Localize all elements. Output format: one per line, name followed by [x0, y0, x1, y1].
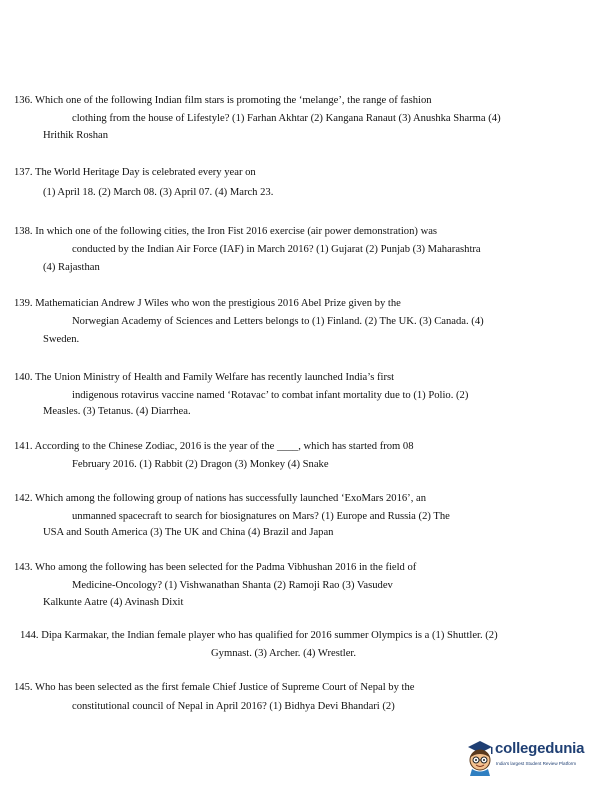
question-line: conducted by the Indian Air Force (IAF) in March 2016? (1) Gujarat (2) Punjab (3) Maharashtra: [72, 244, 481, 255]
question-line: Sweden.: [43, 334, 80, 345]
question-line: 143. Who among the following has been selected for the Padma Vibhushan 2016 in the field of: [14, 562, 417, 573]
question-line: USA and South America (3) The UK and China (4) Brazil and Japan: [43, 527, 334, 538]
question-line: Medicine-Oncology? (1) Vishwanathan Shanta (2) Ramoji Rao (3) Vasudev: [72, 580, 393, 591]
question-line: 141. According to the Chinese Zodiac, 2016 is the year of the ____, which has started from 08: [14, 441, 414, 452]
brand-tagline: India's largest Student Review Platform: [496, 761, 577, 766]
brand-name: collegedunia: [495, 740, 585, 757]
question-line: constitutional council of Nepal in April 2016? (1) Bidhya Devi Bhandari (2): [72, 701, 395, 712]
question-line: 142. Which among the following group of nations has successfully launched ‘ExoMars 2016’, an: [14, 493, 426, 504]
question-line: 137. The World Heritage Day is celebrated every year on: [14, 167, 256, 178]
question-line: 145. Who has been selected as the first female Chief Justice of Supreme Court of Nepal by the: [14, 682, 415, 693]
question-line: Gymnast. (3) Archer. (4) Wrestler.: [211, 648, 357, 659]
question-line: Norwegian Academy of Sciences and Letters belongs to (1) Finland. (2) The UK. (3) Canada. (4): [72, 316, 484, 327]
question-line: 138. In which one of the following cities, the Iron Fist 2016 exercise (air power demonstration) was: [14, 226, 438, 237]
question-line: (4) Rajasthan: [43, 262, 100, 273]
question-line: Kalkunte Aatre (4) Avinash Dixit: [43, 597, 184, 608]
question-line: 140. The Union Ministry of Health and Family Welfare has recently launched India’s first: [14, 372, 395, 383]
question-line: February 2016. (1) Rabbit (2) Dragon (3) Monkey (4) Snake: [72, 459, 329, 470]
question-line: indigenous rotavirus vaccine named ‘Rotavac’ to combat infant mortality due to (1) Polio. (2): [72, 390, 469, 401]
question-line: clothing from the house of Lifestyle? (1) Farhan Akhtar (2) Kangana Ranaut (3) Anushka Sharma (4): [72, 113, 501, 124]
question-line: 136. Which one of the following Indian film stars is promoting the ‘melange’, the range of fashion: [14, 95, 432, 106]
question-line: (1) April 18. (2) March 08. (3) April 07. (4) March 23.: [43, 187, 274, 198]
question-line: Hrithik Roshan: [43, 130, 109, 141]
question-line: Measles. (3) Tetanus. (4) Diarrhea.: [43, 406, 191, 417]
question-line: 144. Dipa Karmakar, the Indian female player who has qualified for 2016 summer Olympics is a (1) Shuttler. (2): [20, 630, 498, 641]
question-line: 139. Mathematician Andrew J Wiles who won the prestigious 2016 Abel Prize given by the: [14, 298, 401, 309]
question-line: unmanned spacecraft to search for biosignatures on Mars? (1) Europe and Russia (2) The: [72, 511, 450, 522]
